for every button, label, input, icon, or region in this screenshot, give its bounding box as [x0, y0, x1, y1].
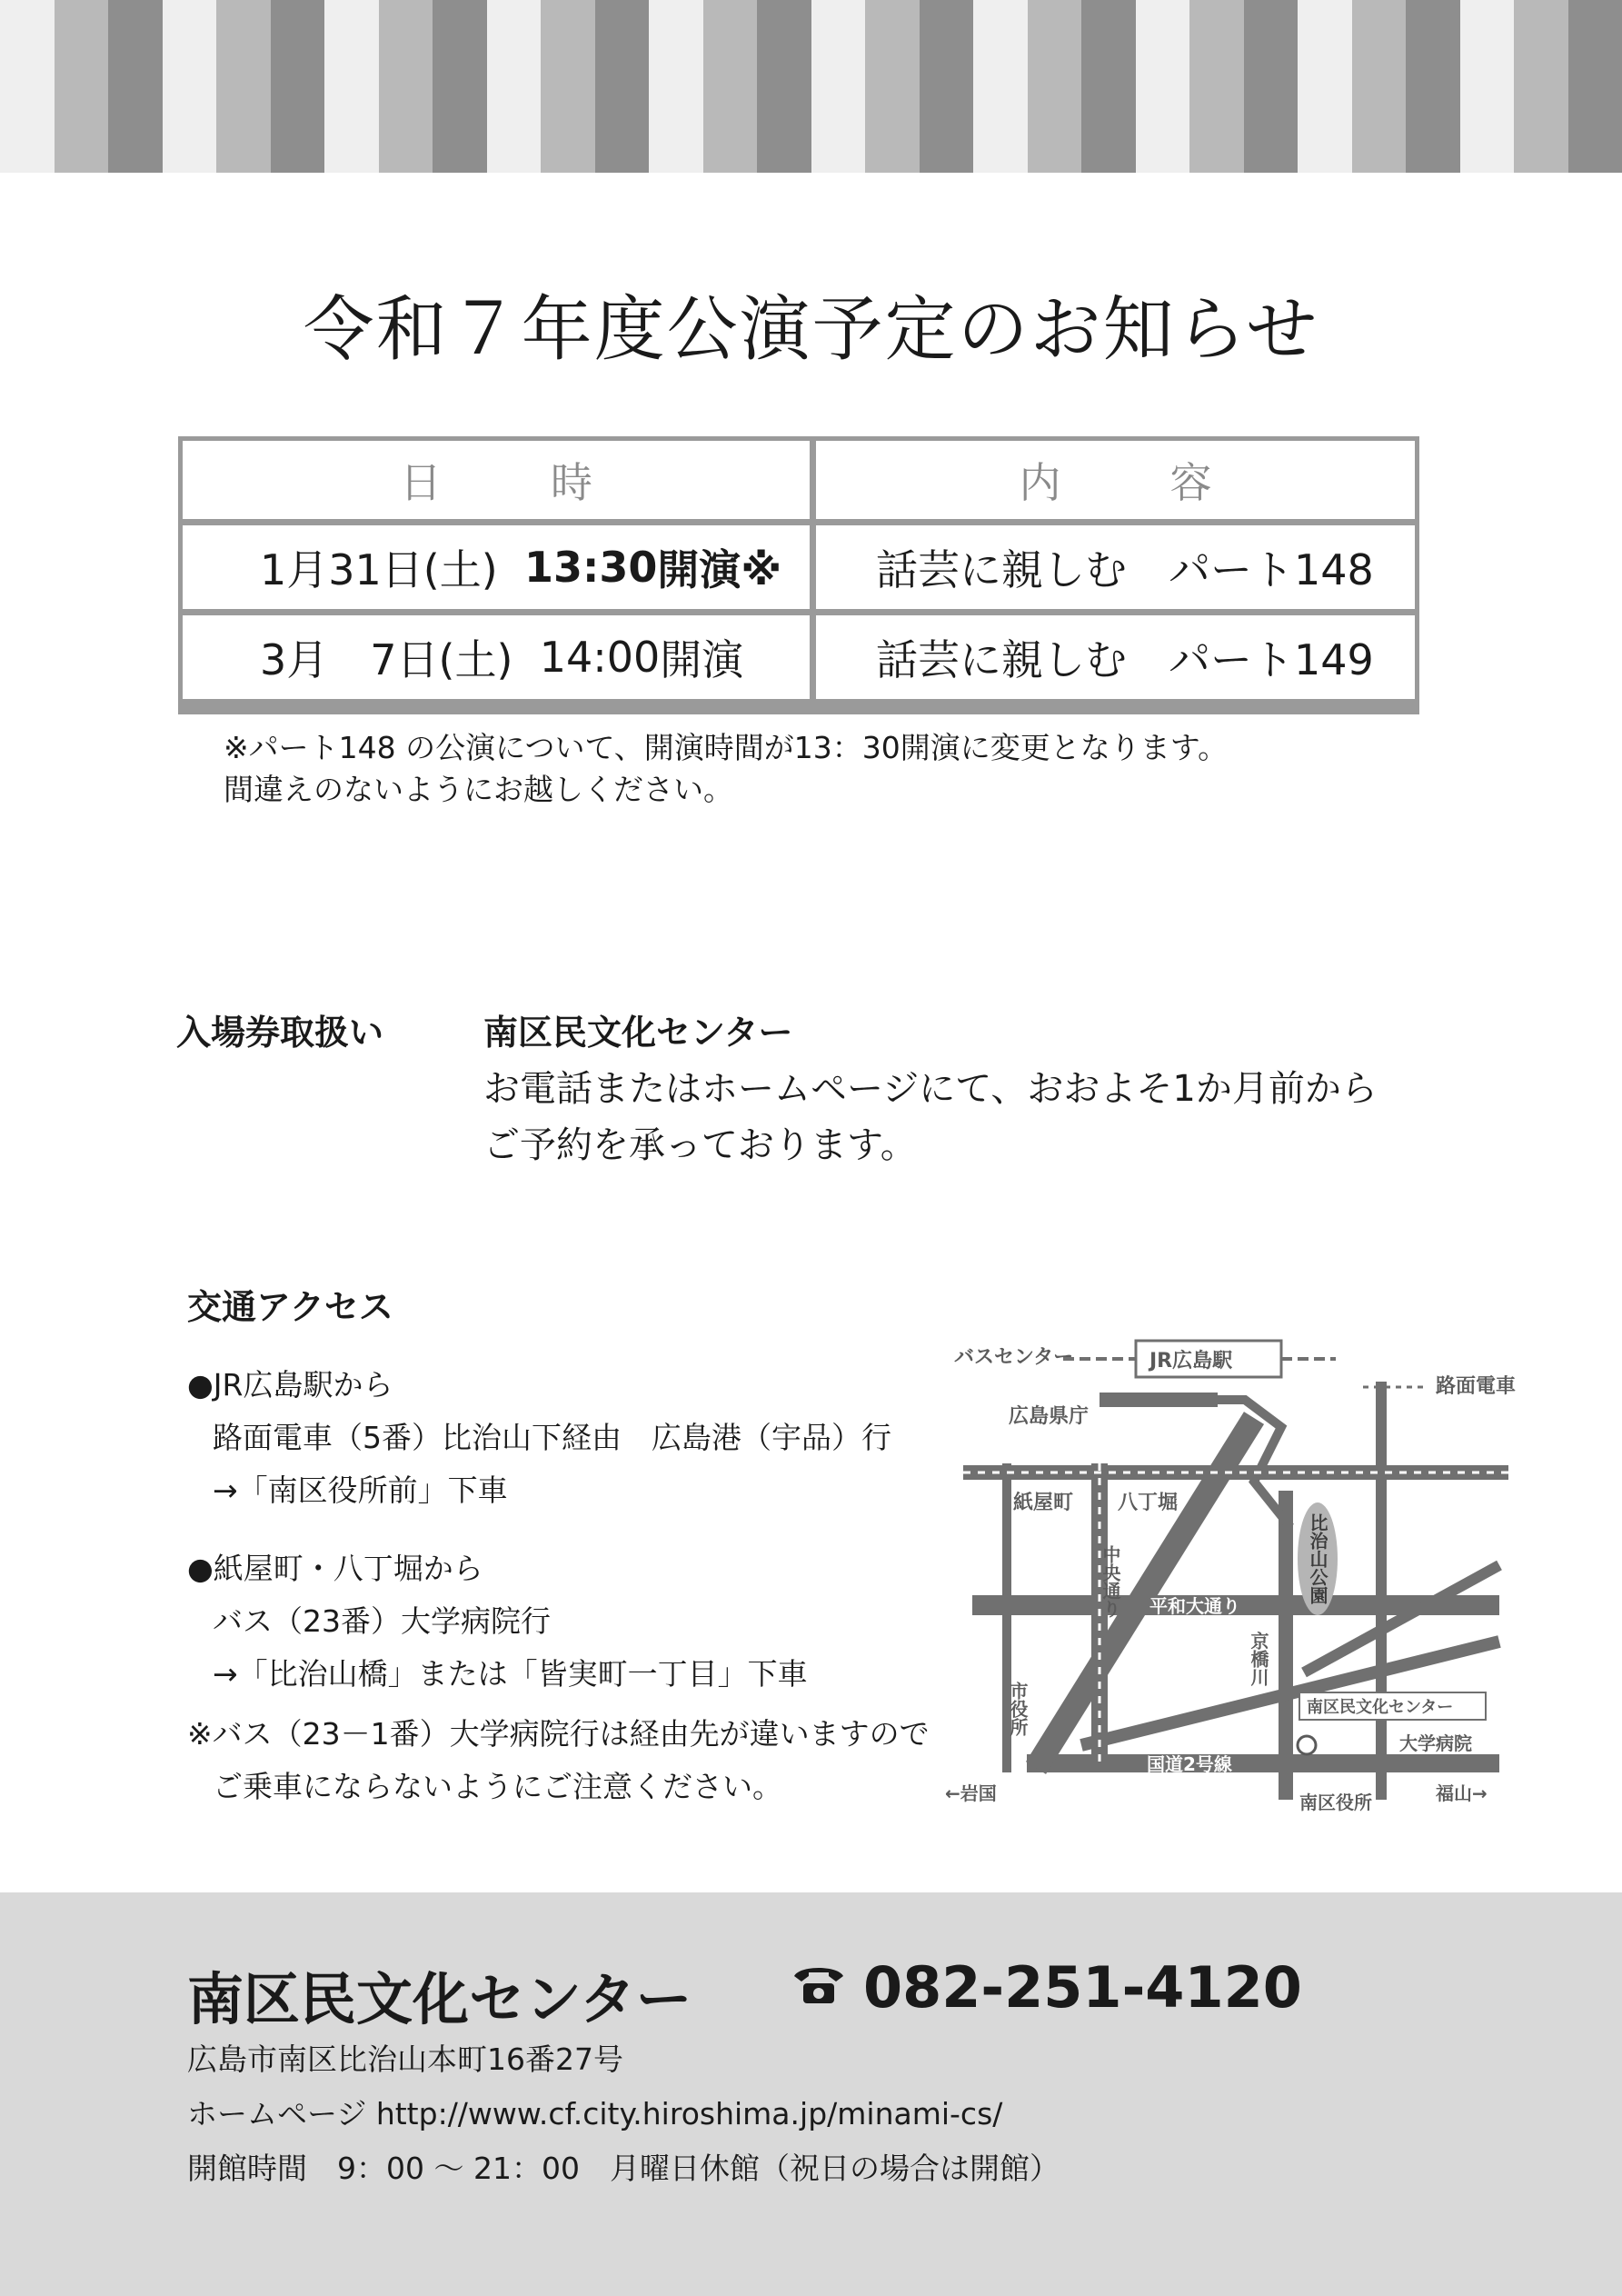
- map-label-kyobashi: 京橋川: [1248, 1632, 1269, 1686]
- footer-hours: 開館時間 9：00 ～ 21：00 月曜日休館（祝日の場合は開館）: [187, 2151, 1060, 2186]
- footer-homepage[interactable]: ホームページ http://www.cf.city.hiroshima.jp/minami-cs/: [187, 2096, 1003, 2131]
- ticket-venue: 南区民文化センター: [483, 1013, 793, 1053]
- ticket-info: [483, 1004, 1378, 1173]
- map-label-jr-station: JR広島駅: [1149, 1350, 1233, 1373]
- decorative-stripe-band: [0, 0, 1622, 173]
- notice-line: 間違えのないようにお越しください。: [224, 772, 733, 807]
- from-jr-heading: ●JR広島駅から: [187, 1367, 393, 1403]
- map-label-fukuyama: 福山→: [1436, 1782, 1488, 1804]
- schedule-table: [178, 436, 1419, 714]
- map-label-chuo-dori: 中央通り: [1100, 1545, 1121, 1618]
- access-directions: [187, 1359, 930, 1813]
- ticket-label: 入場券取扱い: [176, 1013, 384, 1053]
- map-label-heiwa-odori: 平和大通り: [1149, 1595, 1240, 1617]
- map-label-hatchobori: 八丁堀: [1118, 1492, 1179, 1514]
- footer-center-name: 南区民文化センター: [187, 1966, 692, 2032]
- access-heading: 交通アクセス: [187, 1287, 393, 1327]
- map-label-kamiyacho: 紙屋町: [1013, 1492, 1074, 1514]
- time-suffix: 開演: [660, 635, 744, 684]
- time-text: 14:00: [539, 633, 661, 682]
- header-content: 内容: [816, 441, 1415, 519]
- bus-warning: ご乗車にならないようにご注意ください。: [213, 1769, 782, 1804]
- time-suffix: 開演※: [657, 545, 782, 594]
- phone-icon: [791, 1954, 847, 2021]
- map-label-hijiyama-park: 比治山公園: [1307, 1513, 1328, 1604]
- map-label-tram: 路面電車: [1436, 1375, 1517, 1398]
- map-label-route2: 国道2号線: [1147, 1753, 1232, 1775]
- header-date: 日時: [183, 441, 810, 519]
- map-label-city-hall: 市役所: [1007, 1682, 1029, 1736]
- notice-line: ※パート148 の公演について、開演時間が13：30開演に変更となります。: [224, 730, 1229, 765]
- map-label-culture-center: 南区民文化センター: [1307, 1698, 1454, 1717]
- jr-stop: →「南区役所前」下車: [213, 1472, 508, 1508]
- schedule-content-cell: 話芸に親しむ パート149: [816, 615, 1415, 699]
- schedule-notice: [224, 727, 1228, 811]
- bus-warning: ※バス（23－1番）大学病院行は経由先が違いますので: [187, 1716, 930, 1752]
- map-label-ward-office: 南区役所: [1299, 1792, 1372, 1813]
- time-text: 13:30: [523, 543, 658, 592]
- footer-phone: [791, 1954, 1302, 2021]
- map-label-iwakuni: ←岩国: [945, 1782, 997, 1804]
- schedule-date-cell: [183, 525, 810, 609]
- ticket-line: お電話またはホームページにて、おおよそ1か月前から: [483, 1068, 1378, 1110]
- from-kamiya-heading: ●紙屋町・八丁堀から: [187, 1551, 483, 1586]
- page-title: 令和７年度公演予定のお知らせ: [303, 289, 1319, 371]
- schedule-date-cell: [183, 615, 810, 699]
- map-label-univ-hospital: 大学病院: [1399, 1732, 1472, 1754]
- access-map: [945, 1327, 1527, 1836]
- map-label-pref-office: 広島県庁: [1009, 1405, 1090, 1428]
- schedule-content-cell: 話芸に親しむ パート148: [816, 525, 1415, 609]
- footer-address: 広島市南区比治山本町16番27号: [187, 2041, 623, 2077]
- ticket-line: ご予約を承っております。: [483, 1124, 917, 1166]
- bus-stop: →「比治山橋」または「皆実町一丁目」下車: [213, 1656, 808, 1692]
- bus-route: バス（23番）大学病院行: [213, 1603, 551, 1639]
- map-label-bus-center: バスセンター: [954, 1346, 1074, 1369]
- date-text: 3月 7日(土): [260, 635, 513, 684]
- date-text: 1月31日(土): [260, 545, 498, 594]
- phone-number: 082-251-4120: [863, 1954, 1302, 2021]
- jr-route: 路面電車（5番）比治山下経由 広島港（宇品）行: [213, 1420, 891, 1455]
